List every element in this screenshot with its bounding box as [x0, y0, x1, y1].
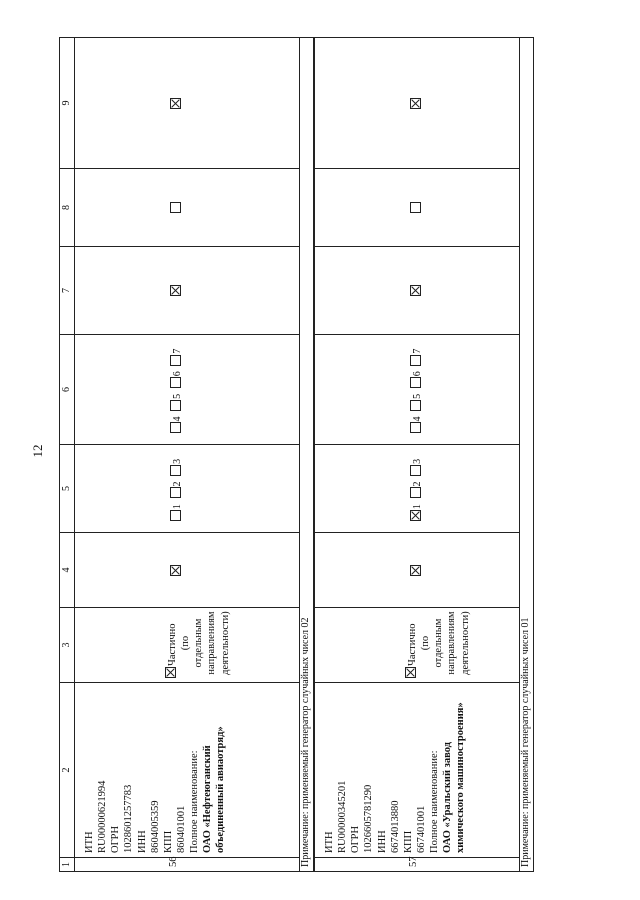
org-line: ОГРН — [350, 825, 362, 853]
partial-note-line: деятельности) — [219, 611, 231, 675]
org-line: ИТН — [324, 831, 335, 853]
col4-checkbox[interactable] — [170, 565, 181, 576]
org-line: 1026605781290 — [363, 784, 375, 853]
checkbox-label: 1 — [172, 504, 183, 510]
org-line: КПП — [402, 830, 414, 853]
org-line: 860401001 — [175, 805, 187, 853]
org-line: ИТН — [84, 831, 95, 853]
org-name: объединенный авиаотряд» — [215, 726, 227, 853]
checkbox-label: 3 — [172, 458, 183, 464]
org-line: RU00000621994 — [97, 780, 109, 853]
col7-cell — [314, 247, 519, 335]
checkbox-label: 7 — [172, 348, 183, 354]
header-col-9: 9 — [60, 38, 75, 169]
rotated-table-container — [59, 38, 566, 872]
col7-checkbox[interactable] — [170, 286, 181, 297]
partial-cell — [314, 608, 519, 683]
org-line: 6674013880 — [389, 800, 401, 853]
checkbox-5[interactable] — [410, 400, 421, 411]
note: Примечание: применяемый генератор случайных чисел 02 — [300, 38, 315, 872]
header-col-3: 3 — [60, 608, 75, 683]
checkbox-6[interactable] — [410, 377, 421, 388]
checkbox-label: 1 — [412, 504, 423, 510]
partial-cell — [75, 608, 300, 683]
col8-cell — [75, 169, 300, 247]
note-row — [519, 38, 533, 872]
col9-checkbox[interactable] — [410, 98, 421, 109]
note-row — [300, 38, 315, 872]
checkbox-label: 7 — [412, 348, 423, 354]
col5-cell — [75, 445, 300, 533]
checkbox-label: 4 — [412, 416, 423, 422]
header-col-8: 8 — [60, 169, 75, 247]
partial-note-line: направлениям — [206, 611, 218, 675]
header-col-4: 4 — [60, 533, 75, 608]
col6-cell — [314, 335, 519, 445]
org-line: ОГРН — [110, 825, 122, 853]
note: Примечание: применяемый генератор случайных чисел 01 — [519, 38, 533, 872]
org-line: 1028601257783 — [123, 784, 135, 853]
partial-label: Частично — [407, 623, 418, 666]
col5-cell — [314, 445, 519, 533]
header-col-6: 6 — [60, 335, 75, 445]
checkbox-label: 6 — [172, 371, 183, 377]
org-line: 667401001 — [415, 805, 427, 853]
checkbox-1[interactable] — [410, 510, 421, 521]
checkbox-label: 3 — [412, 458, 423, 464]
header-row — [60, 38, 75, 872]
checkbox-3[interactable] — [410, 465, 421, 476]
page-number: 12 — [30, 444, 45, 458]
checkbox-label: 5 — [172, 393, 183, 399]
col9-checkbox[interactable] — [170, 98, 181, 109]
col4-checkbox[interactable] — [410, 565, 421, 576]
checkbox-label: 4 — [172, 416, 183, 422]
col6-cell — [75, 335, 300, 445]
checkbox-4[interactable] — [410, 422, 421, 433]
partial-checkbox[interactable] — [405, 667, 416, 678]
org-line: ИНН — [136, 830, 148, 853]
checkbox-3[interactable] — [170, 465, 181, 476]
table-row — [314, 38, 519, 872]
org-name: ОАО «Нефтеюганский — [202, 745, 214, 853]
partial-label: Частично — [167, 623, 178, 666]
checkbox-4[interactable] — [170, 422, 181, 433]
col4-cell — [314, 533, 519, 608]
org-line: Полное наименование: — [189, 750, 200, 853]
table-row — [75, 38, 300, 872]
registry-table — [59, 37, 534, 872]
row-number: 56 — [75, 858, 300, 872]
checkbox-7[interactable] — [170, 355, 181, 366]
col4-cell — [75, 533, 300, 608]
org-line: RU00000345201 — [337, 780, 349, 853]
org-name: ОАО «Уральский завод — [442, 742, 454, 853]
partial-note-line: (по — [180, 635, 192, 651]
checkbox-label: 2 — [412, 481, 423, 487]
row-number: 57 — [314, 858, 519, 872]
checkbox-label: 2 — [172, 481, 183, 487]
org-line: Полное наименование: — [429, 750, 440, 853]
org-name: химического машиностроения» — [455, 702, 467, 853]
checkbox-2[interactable] — [410, 488, 421, 499]
col7-cell — [75, 247, 300, 335]
organization-cell — [314, 683, 519, 858]
col9-cell — [75, 38, 300, 169]
checkbox-1[interactable] — [170, 510, 181, 521]
partial-note-line: (по — [420, 635, 432, 651]
col7-checkbox[interactable] — [410, 286, 421, 297]
col9-cell — [314, 38, 519, 169]
organization-cell — [75, 683, 300, 858]
checkbox-label: 6 — [412, 371, 423, 377]
col8-checkbox[interactable] — [170, 203, 181, 214]
col8-checkbox[interactable] — [410, 203, 421, 214]
header-col-5: 5 — [60, 445, 75, 533]
partial-note-line: направлениям — [446, 611, 458, 675]
org-line: 8604005359 — [149, 800, 161, 853]
header-col-1: 1 — [60, 858, 75, 872]
partial-note-line: отдельным — [193, 618, 205, 668]
partial-checkbox[interactable] — [165, 667, 176, 678]
partial-note — [179, 608, 232, 678]
org-line: ИНН — [376, 830, 388, 853]
partial-note — [419, 608, 472, 678]
header-col-2: 2 — [60, 683, 75, 858]
org-line: КПП — [162, 830, 174, 853]
checkbox-label: 5 — [412, 393, 423, 399]
col8-cell — [314, 169, 519, 247]
partial-note-line: отдельным — [433, 618, 445, 668]
checkbox-6[interactable] — [170, 377, 181, 388]
header-col-7: 7 — [60, 247, 75, 335]
checkbox-2[interactable] — [170, 488, 181, 499]
checkbox-5[interactable] — [170, 400, 181, 411]
checkbox-7[interactable] — [410, 355, 421, 366]
partial-note-line: деятельности) — [459, 611, 471, 675]
